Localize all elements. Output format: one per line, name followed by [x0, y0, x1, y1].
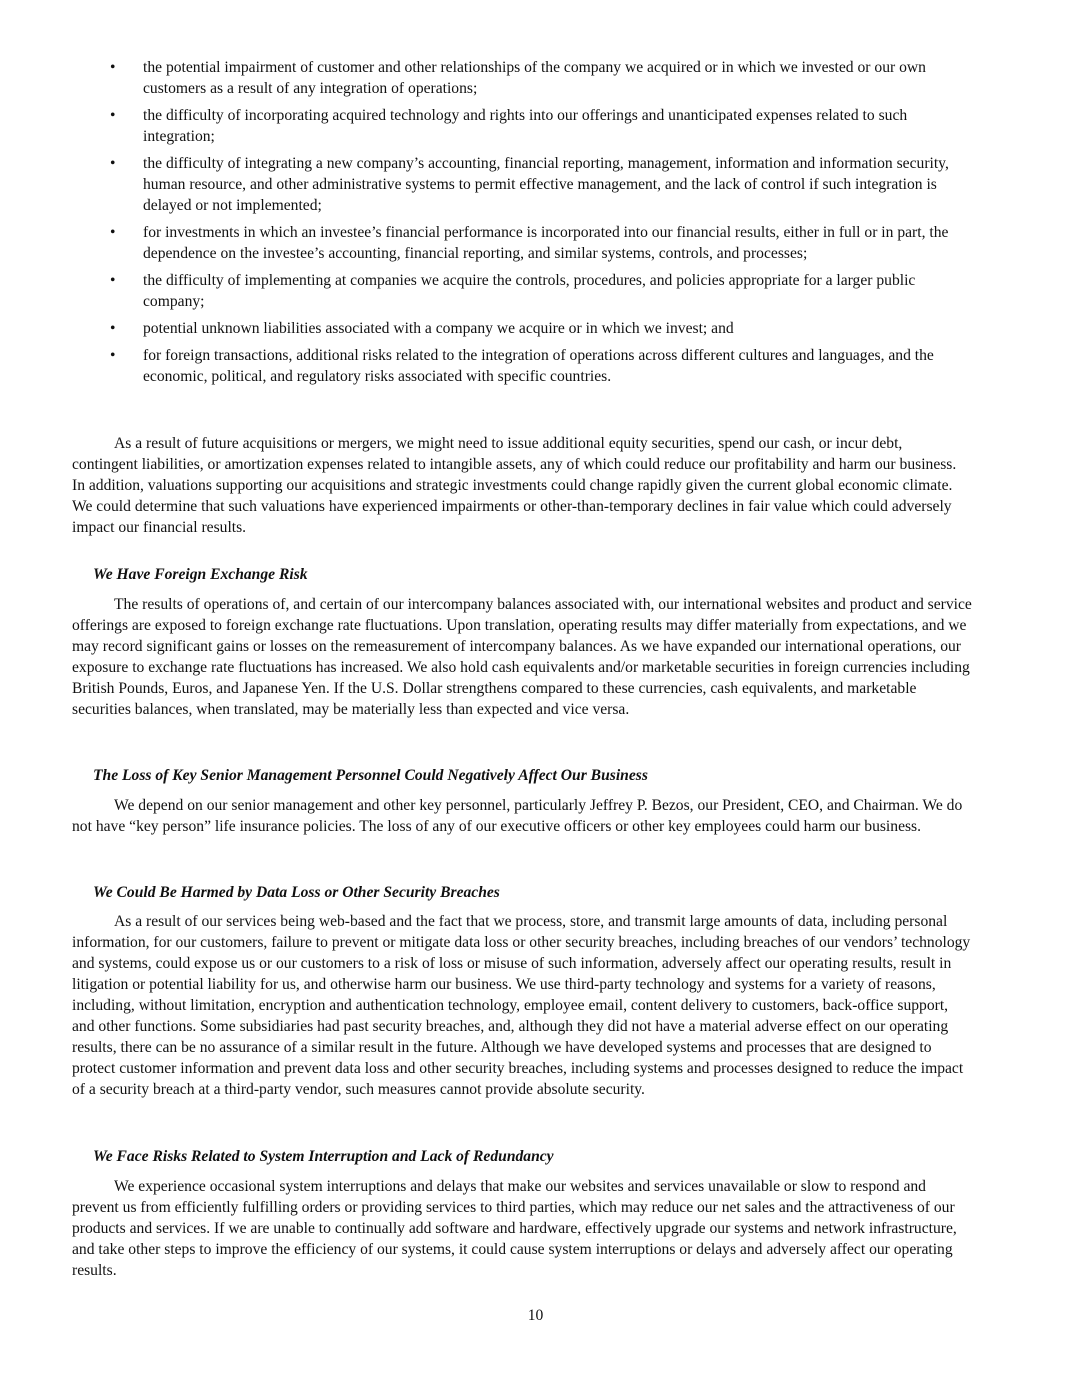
section-heading-foreign-exchange: We Have Foreign Exchange Risk: [93, 566, 308, 583]
list-item: [72, 222, 972, 264]
list-item: [72, 345, 972, 387]
section-body-security-breaches: As a result of our services being web-based and the fact that we process, store, and transmit large amounts of data, including personal information, for our customers, failure to prevent or mitigate data loss or other security breaches, including breaches of our vendors’ technology and systems, could expose us or our customers to a risk of loss or misuse of such information, adversely affect our operating results, result in litigation or potential liability for us, and otherwise harm our business. We use third-party technology and systems for a variety of reasons, including, without limitation, encryption and authentication technology, employee email, content delivery to customers, back-office support, and other functions. Some subsidiaries had past security breaches, and, although they did not have a material adverse effect on our operating results, there can be no assurance of a similar result in the future. Although we have developed systems and processes that are designed to protect customer information and prevent data loss and other security breaches, including systems and processes designed to reduce the impact of a security breach at a third-party vendor, such measures cannot provide absolute security.: [72, 913, 971, 1098]
acquisitions-paragraph: As a result of future acquisitions or mergers, we might need to issue additional equity securities, spend our cash, or incur debt, contingent liabilities, or amortization expenses related to intangible assets, any of which could reduce our profitability and harm our business. In addition, valuations supporting our acquisitions and strategic investments could change rapidly given the current global economic climate. We could determine that such valuations have experienced impairments or other-than-temporary declines in fair value which could adversely impact our financial results.: [72, 435, 957, 536]
list-item: [72, 153, 972, 216]
list-item: [72, 57, 972, 99]
list-item: [72, 318, 972, 339]
bullet-text: potential unknown liabilities associated with a company we acquire or in which we invest; and: [143, 320, 734, 337]
bullet-mark: •: [110, 155, 116, 172]
section-heading-security-breaches: We Could Be Harmed by Data Loss or Other Security Breaches: [93, 884, 500, 901]
bullet-text: the difficulty of integrating a new company’s accounting, financial reporting, management, information and information security, human resource, and other administrative systems to permit effective management, and the lack of control if such integration is delayed or not implemented;: [143, 155, 949, 214]
bullet-text: the potential impairment of customer and other relationships of the company we acquired or in which we invested or our own customers as a result of any integration of operations;: [143, 59, 926, 97]
bullet-mark: •: [110, 224, 116, 241]
bullet-text: the difficulty of incorporating acquired technology and rights into our offerings and unanticipated expenses related to such integration;: [143, 107, 908, 145]
bullet-list: [72, 57, 972, 393]
section-body-key-personnel: We depend on our senior management and other key personnel, particularly Jeffrey P. Bezos, our President, CEO, and Chairman. We do not have “key person” life insurance policies. The loss of any of our executive officers or other key employees could harm our business.: [72, 797, 963, 835]
bullet-mark: •: [110, 347, 116, 364]
list-item: [72, 270, 972, 312]
bullet-mark: •: [110, 272, 116, 289]
bullet-mark: •: [110, 107, 116, 124]
bullet-text: the difficulty of implementing at companies we acquire the controls, procedures, and policies appropriate for a larger public company;: [143, 272, 916, 310]
bullet-mark: •: [110, 320, 116, 337]
bullet-mark: •: [110, 59, 116, 76]
section-heading-key-personnel: The Loss of Key Senior Management Personnel Could Negatively Affect Our Business: [93, 767, 648, 784]
section-body-system-interruption: We experience occasional system interruptions and delays that make our websites and services unavailable or slow to respond and prevent us from efficiently fulfilling orders or providing services to third parties, which may reduce our net sales and the attractiveness of our products and services. If we are unable to continually add software and hardware, effectively upgrade our systems and network infrastructure, and take other steps to improve the efficiency of our systems, it could cause system interruptions or delays and adversely affect our operating results.: [72, 1178, 957, 1279]
section-body-foreign-exchange: The results of operations of, and certain of our intercompany balances associated with, our international websites and product and service offerings are exposed to foreign exchange rate fluctuations. Upon translation, operating results may differ materially from expectations, and we may record significant gains or losses on the remeasurement of intercompany balances. As we have expanded our international operations, our exposure to exchange rate fluctuations has increased. We also hold cash equivalents and/or marketable securities in foreign currencies including British Pounds, Euros, and Japanese Yen. If the U.S. Dollar strengthens compared to these currencies, cash equivalents, and marketable securities balances, when translated, may be materially less than expected and vice versa.: [72, 596, 972, 718]
page-number: 10: [527, 1307, 544, 1324]
bullet-text: for investments in which an investee’s financial performance is incorporated into our financial results, either in full or in part, the dependence on the investee’s accounting, financial reporting, and similar systems, controls, and processes;: [143, 224, 949, 262]
section-heading-system-interruption: We Face Risks Related to System Interruption and Lack of Redundancy: [93, 1148, 554, 1165]
bullet-text: for foreign transactions, additional risks related to the integration of operations across different cultures and languages, and the economic, political, and regulatory risks associated with specific countries.: [143, 347, 934, 385]
list-item: [72, 105, 972, 147]
